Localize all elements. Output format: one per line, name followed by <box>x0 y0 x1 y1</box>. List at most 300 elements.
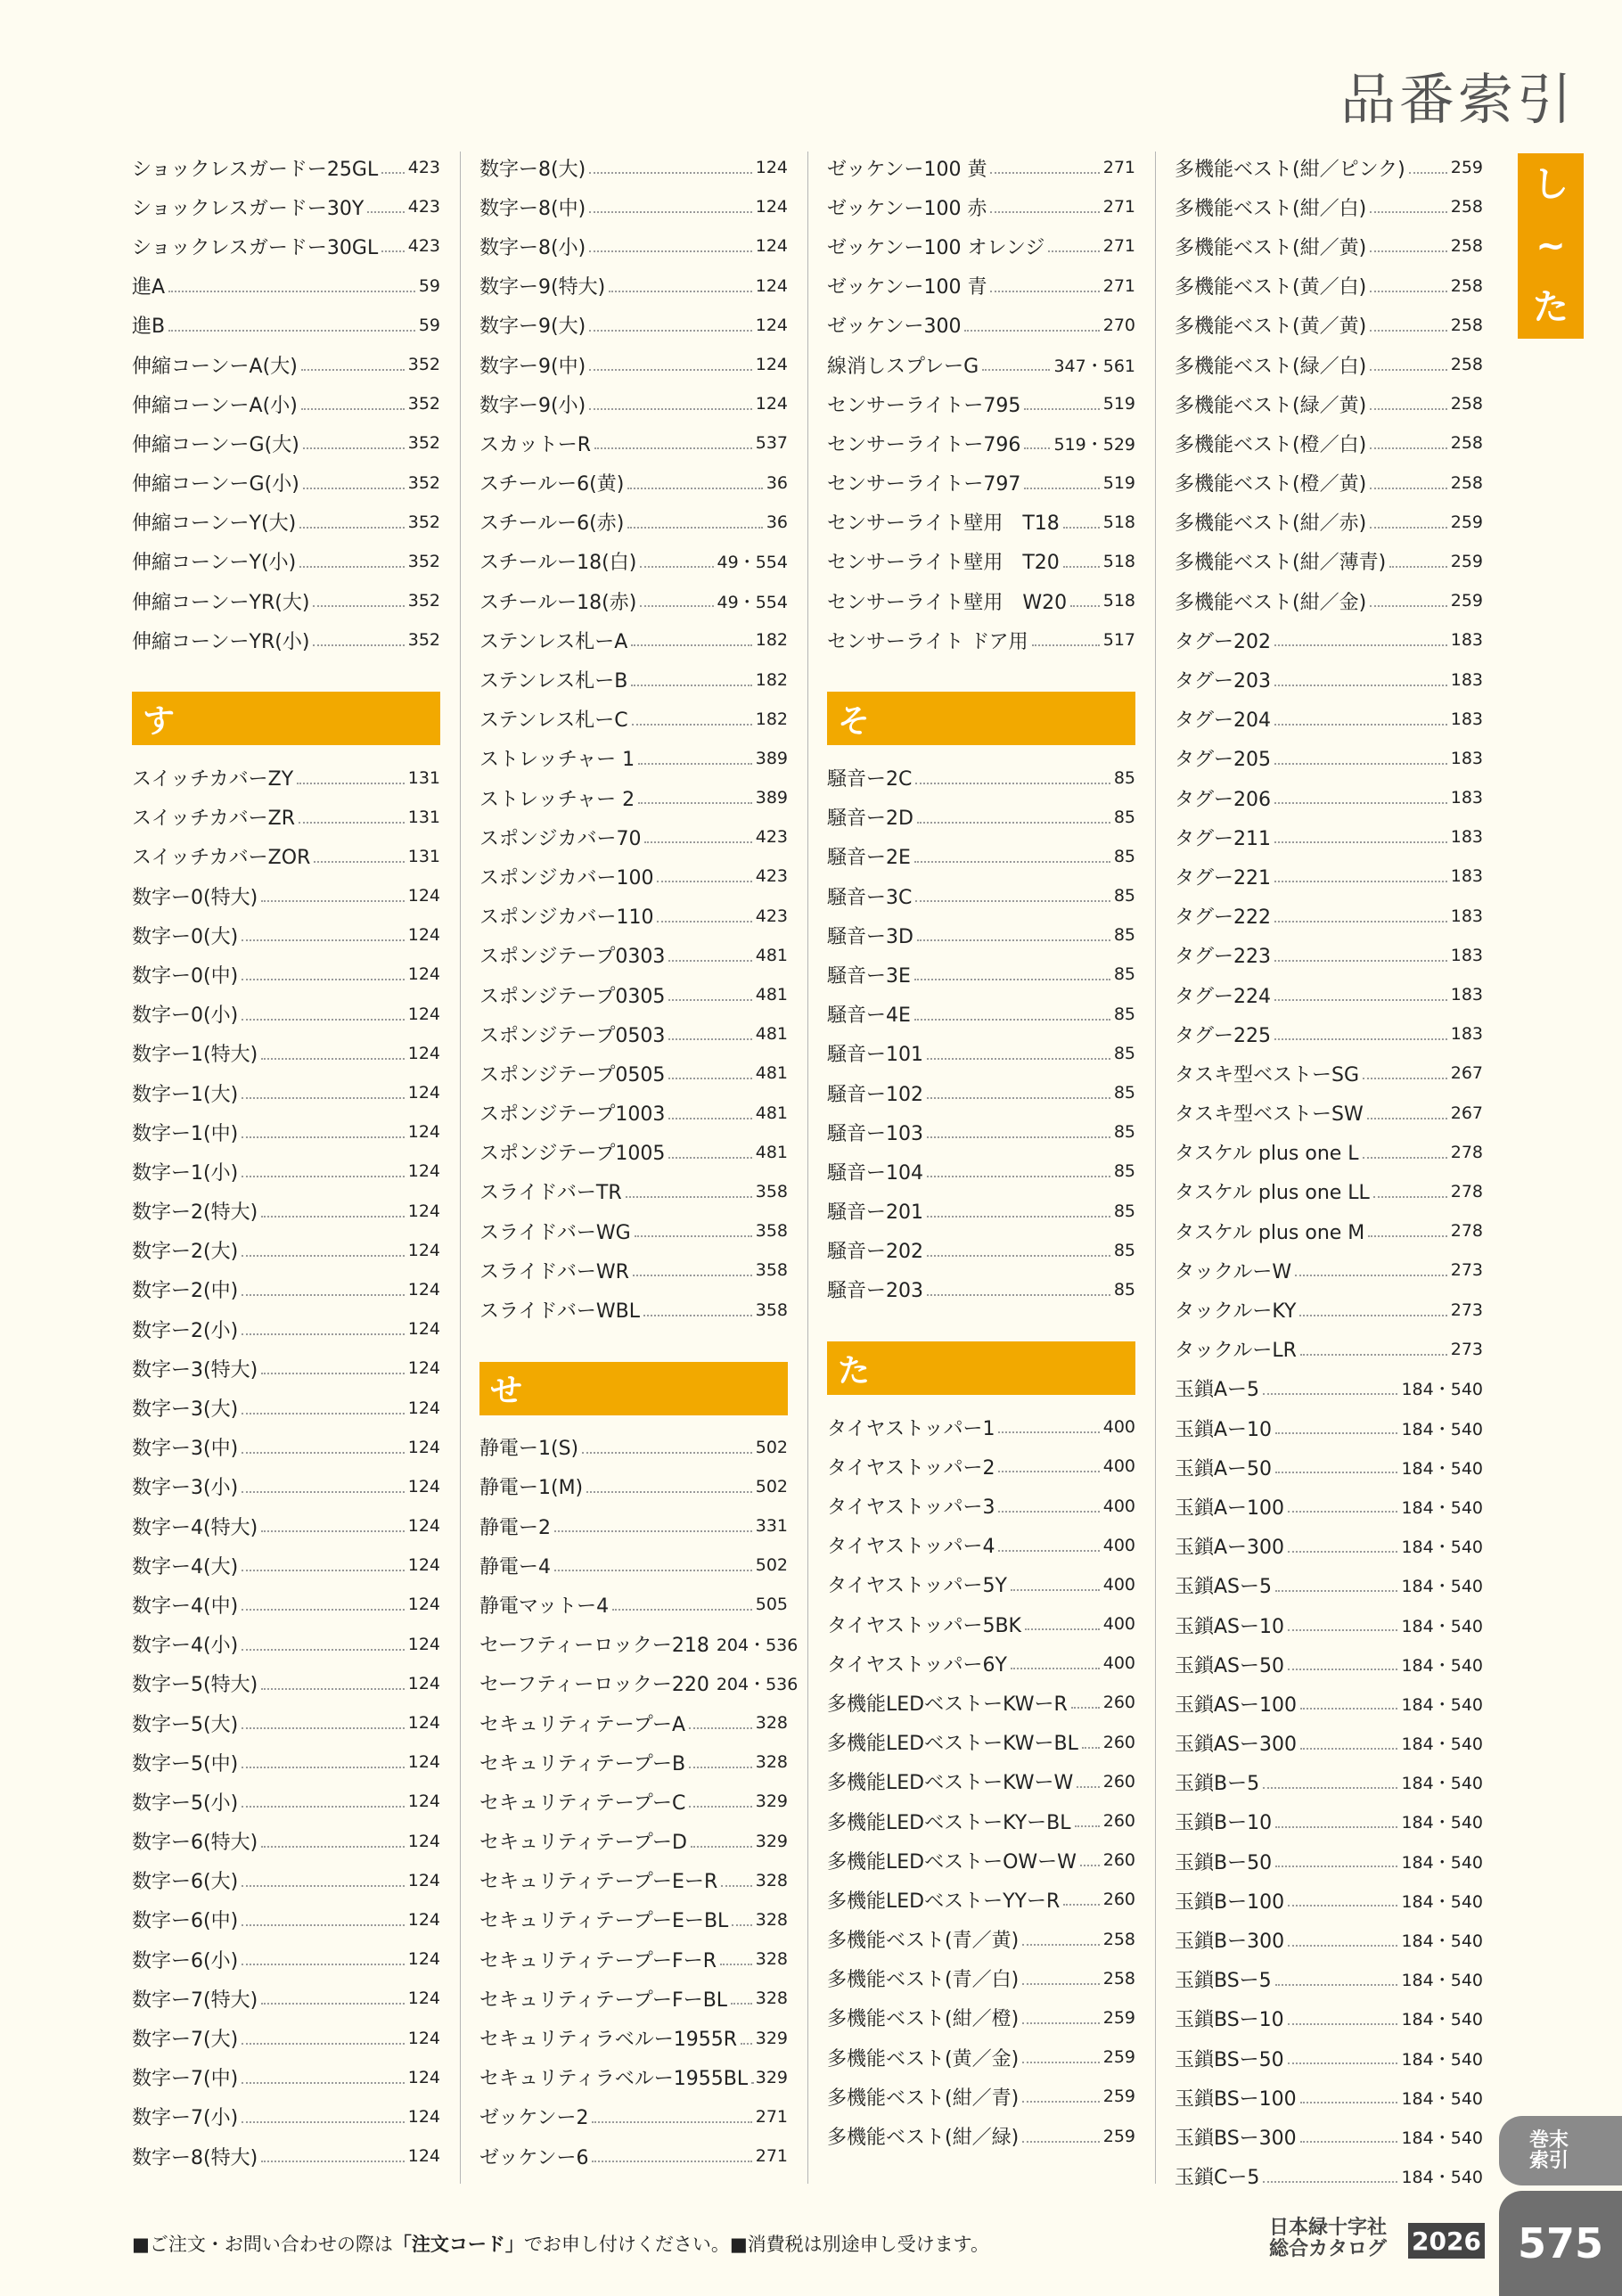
leader-dots <box>998 1471 1099 1472</box>
index-entry[interactable] <box>479 660 788 699</box>
index-entry[interactable] <box>827 1231 1135 1270</box>
index-entry[interactable] <box>132 1152 440 1191</box>
leader-dots <box>592 2121 751 2123</box>
index-entry[interactable] <box>1175 1447 1483 1487</box>
leader-dots <box>1363 1157 1447 1159</box>
entry-code: センサーライトー796 <box>827 433 1021 456</box>
index-entry[interactable] <box>827 2038 1135 2077</box>
entry-page: 358 <box>755 1181 788 1201</box>
index-entry[interactable] <box>132 1231 440 1270</box>
index-entry[interactable] <box>479 857 788 896</box>
entry-page: 183 <box>1450 630 1483 651</box>
index-entry[interactable] <box>479 1250 788 1290</box>
index-entry[interactable] <box>1175 463 1483 503</box>
entry-code: タグー223 <box>1175 946 1271 969</box>
entry-code: センサーライトー795 <box>827 394 1021 417</box>
index-entry[interactable] <box>1175 1290 1483 1329</box>
index-entry[interactable] <box>132 2136 440 2176</box>
index-entry[interactable] <box>827 876 1135 915</box>
entry-page: 85 <box>1113 1161 1135 1182</box>
index-entry[interactable] <box>827 1723 1135 1762</box>
index-entry[interactable] <box>132 581 440 620</box>
index-entry[interactable] <box>479 620 788 660</box>
index-entry[interactable] <box>1175 1802 1483 1841</box>
index-entry[interactable] <box>132 2058 440 2097</box>
index-entry[interactable] <box>1175 1014 1483 1054</box>
index-entry[interactable] <box>479 581 788 620</box>
index-entry[interactable] <box>132 1034 440 1073</box>
index-entry[interactable] <box>479 542 788 581</box>
index-entry[interactable] <box>479 306 788 345</box>
index-entry[interactable] <box>1175 266 1483 306</box>
index-entry[interactable] <box>827 1644 1135 1683</box>
kana-range-tab[interactable] <box>1518 153 1584 339</box>
index-entry[interactable] <box>132 798 440 837</box>
leader-dots <box>1022 2141 1100 2143</box>
index-entry[interactable] <box>1175 1960 1483 1999</box>
index-entry[interactable] <box>132 345 440 384</box>
entry-page: 400 <box>1102 1535 1135 1555</box>
entry-code: 多機能LEDベストーOWーW <box>827 1850 1077 1874</box>
index-entry[interactable] <box>827 148 1135 187</box>
index-entry[interactable] <box>827 620 1135 660</box>
index-entry[interactable] <box>827 1034 1135 1073</box>
entry-code: 騒音ー102 <box>827 1083 923 1106</box>
leader-dots <box>668 960 751 962</box>
index-entry[interactable] <box>827 1841 1135 1880</box>
index-entry[interactable] <box>1175 1133 1483 1172</box>
index-entry[interactable] <box>479 897 788 936</box>
index-entry[interactable] <box>132 1546 440 1585</box>
entry-code: 玉鎖BSー10 <box>1175 2009 1284 2032</box>
index-entry[interactable] <box>479 2058 788 2097</box>
index-entry[interactable] <box>479 1054 788 1093</box>
entry-code: 玉鎖Aー5 <box>1175 1379 1260 1402</box>
index-entry[interactable] <box>132 503 440 542</box>
index-entry[interactable] <box>479 1172 788 1211</box>
leader-dots <box>242 1806 405 1808</box>
index-entry[interactable] <box>1175 1211 1483 1250</box>
index-entry[interactable] <box>479 148 788 187</box>
leader-dots <box>1274 1038 1447 1040</box>
index-entry[interactable] <box>132 423 440 463</box>
index-entry[interactable] <box>1175 1841 1483 1881</box>
index-entry[interactable] <box>479 1979 788 2018</box>
index-entry[interactable] <box>1175 306 1483 345</box>
leader-dots <box>1275 1472 1397 1473</box>
index-entry[interactable] <box>479 1014 788 1054</box>
index-entry[interactable] <box>1175 700 1483 739</box>
index-entry[interactable] <box>479 1822 788 1861</box>
index-entry[interactable] <box>827 1407 1135 1447</box>
index-entry[interactable] <box>827 1801 1135 1841</box>
index-entry[interactable] <box>827 798 1135 837</box>
index-entry[interactable] <box>132 955 440 994</box>
index-entry[interactable] <box>479 817 788 857</box>
entry-code: 多機能LEDベストーKWーW <box>827 1772 1074 1795</box>
index-entry[interactable] <box>1175 1684 1483 1723</box>
index-entry[interactable] <box>479 226 788 266</box>
index-entry[interactable] <box>1175 581 1483 620</box>
index-entry[interactable] <box>1175 857 1483 896</box>
index-entry[interactable] <box>479 1211 788 1250</box>
index-entry[interactable] <box>827 384 1135 423</box>
index-entry[interactable] <box>132 1349 440 1388</box>
index-entry[interactable] <box>1175 1763 1483 1802</box>
entry-code: 騒音ー2E <box>827 847 911 870</box>
entry-page: 358 <box>755 1300 788 1320</box>
entry-page: 183 <box>1450 788 1483 808</box>
index-entry[interactable] <box>132 1309 440 1349</box>
index-entry[interactable] <box>479 266 788 306</box>
index-entry[interactable] <box>479 1290 788 1329</box>
index-entry[interactable] <box>1175 226 1483 266</box>
index-entry[interactable] <box>827 1683 1135 1722</box>
index-entry[interactable] <box>1175 936 1483 975</box>
index-entry[interactable] <box>1175 542 1483 581</box>
index-entry[interactable] <box>479 384 788 423</box>
index-entry[interactable] <box>827 1486 1135 1525</box>
entry-page: 352 <box>407 551 440 571</box>
footer-note-post: でお申し付けください。■消費税は別途申し受けます。 <box>523 2234 990 2255</box>
index-entry[interactable] <box>132 876 440 915</box>
index-entry[interactable] <box>827 1526 1135 1565</box>
index-entry[interactable] <box>827 503 1135 542</box>
index-entry[interactable] <box>1175 1250 1483 1290</box>
leader-dots <box>1263 1787 1397 1789</box>
leader-dots <box>242 1452 405 1454</box>
index-entry[interactable] <box>827 955 1135 994</box>
index-entry[interactable] <box>479 778 788 817</box>
index-entry[interactable] <box>827 915 1135 955</box>
entry-page: 184・540 <box>1401 1616 1483 1636</box>
column-divider <box>460 152 461 2184</box>
index-entry[interactable] <box>479 2136 788 2176</box>
index-entry[interactable] <box>1175 1094 1483 1133</box>
index-entry[interactable] <box>1175 817 1483 857</box>
leader-dots <box>1011 1668 1100 1669</box>
leader-dots <box>1274 802 1447 804</box>
index-entry[interactable] <box>132 542 440 581</box>
index-entry[interactable] <box>479 187 788 226</box>
index-entry[interactable] <box>132 1861 440 1900</box>
index-entry[interactable] <box>132 266 440 306</box>
leader-dots <box>1370 250 1447 252</box>
index-entry[interactable] <box>132 187 440 226</box>
index-tab[interactable] <box>1499 2116 1622 2185</box>
entry-code: 数字ー9(特大) <box>479 276 606 299</box>
index-entry[interactable] <box>479 1506 788 1546</box>
index-entry[interactable] <box>132 758 440 797</box>
index-entry[interactable] <box>132 1506 440 1546</box>
index-entry[interactable] <box>132 1192 440 1231</box>
index-entry[interactable] <box>132 1939 440 1979</box>
index-entry[interactable] <box>479 1625 799 1664</box>
index-entry[interactable] <box>132 2097 440 2136</box>
entry-page: 260 <box>1102 1771 1135 1792</box>
leader-dots <box>1075 1825 1100 1827</box>
index-entry[interactable] <box>132 1822 440 1861</box>
index-entry[interactable] <box>1175 1408 1483 1447</box>
index-entry[interactable] <box>132 306 440 345</box>
entry-page: 258 <box>1102 1968 1135 1988</box>
index-entry[interactable] <box>1175 187 1483 226</box>
index-entry[interactable] <box>1175 2078 1483 2117</box>
leader-dots <box>990 172 1099 174</box>
index-entry[interactable] <box>479 1546 788 1585</box>
index-entry[interactable] <box>827 1112 1135 1152</box>
index-entry[interactable] <box>827 1998 1135 2038</box>
index-entry[interactable] <box>132 148 440 187</box>
entry-code: 騒音ー103 <box>827 1122 923 1145</box>
index-entry[interactable] <box>132 915 440 955</box>
index-entry[interactable] <box>827 463 1135 503</box>
entry-page: 423 <box>407 236 440 257</box>
index-entry[interactable] <box>827 306 1135 345</box>
leader-dots <box>612 1609 752 1611</box>
index-entry[interactable] <box>827 2077 1135 2116</box>
index-entry[interactable] <box>827 1604 1135 1644</box>
entry-code: 数字ー1(大) <box>132 1083 239 1106</box>
index-entry[interactable] <box>132 1664 440 1703</box>
index-entry[interactable] <box>1175 1369 1483 1408</box>
entry-page: 124 <box>407 1043 440 1063</box>
index-entry[interactable] <box>1175 1487 1483 1526</box>
index-entry[interactable] <box>132 1585 440 1624</box>
index-entry[interactable] <box>132 2018 440 2057</box>
index-entry[interactable] <box>1175 2157 1483 2196</box>
index-column-3 <box>827 148 1135 2156</box>
entry-code: 伸縮コーンーYR(大) <box>132 591 310 614</box>
index-entry[interactable] <box>827 1270 1135 1309</box>
index-entry[interactable] <box>1175 2038 1483 2078</box>
index-entry[interactable] <box>827 1880 1135 1919</box>
index-entry[interactable] <box>132 1428 440 1467</box>
index-entry[interactable] <box>1175 1999 1483 2038</box>
index-entry[interactable] <box>827 758 1135 797</box>
entry-code: 多機能ベスト(橙／白) <box>1175 433 1367 456</box>
entry-page: 49・554 <box>717 592 788 612</box>
entry-page: 259 <box>1102 2126 1135 2146</box>
index-entry[interactable] <box>1175 1724 1483 1763</box>
index-entry[interactable] <box>827 226 1135 266</box>
entry-code: セキュリティテープーFーBL <box>479 1988 728 2012</box>
kana-tab-end: た <box>1533 287 1569 329</box>
index-entry[interactable] <box>479 975 788 1014</box>
leader-dots <box>594 447 752 449</box>
index-entry[interactable] <box>479 1467 788 1506</box>
leader-dots <box>1275 1984 1398 1986</box>
index-entry[interactable] <box>827 1073 1135 1112</box>
index-entry[interactable] <box>479 1428 788 1467</box>
entry-page: 271 <box>1102 236 1135 257</box>
leader-dots <box>998 1511 1099 1513</box>
index-entry[interactable] <box>479 1094 788 1133</box>
index-entry[interactable] <box>1175 1172 1483 1211</box>
leader-dots <box>638 802 752 804</box>
entry-code: タグー206 <box>1175 788 1271 811</box>
entry-page: 258 <box>1450 197 1483 217</box>
index-entry[interactable] <box>1175 739 1483 778</box>
index-entry[interactable] <box>479 1742 788 1782</box>
leader-dots <box>927 1255 1110 1257</box>
index-entry[interactable] <box>1175 1566 1483 1605</box>
index-entry[interactable] <box>132 1388 440 1427</box>
index-entry[interactable] <box>479 1861 788 1900</box>
index-entry[interactable] <box>132 1625 440 1664</box>
entry-page: 85 <box>1113 807 1135 827</box>
index-entry[interactable] <box>827 837 1135 876</box>
index-entry[interactable] <box>827 1959 1135 1998</box>
footer-note <box>132 2230 989 2257</box>
entry-page: 400 <box>1102 1417 1135 1438</box>
leader-dots <box>1275 1866 1397 1867</box>
leader-dots <box>1370 291 1447 292</box>
index-entry[interactable] <box>479 1939 788 1979</box>
index-entry[interactable] <box>132 1112 440 1152</box>
index-entry[interactable] <box>132 837 440 876</box>
index-entry[interactable] <box>827 1762 1135 1801</box>
index-entry[interactable] <box>1175 1330 1483 1369</box>
leader-dots <box>1022 2062 1100 2063</box>
index-entry[interactable] <box>132 1467 440 1506</box>
entry-code: スライドバーWG <box>479 1221 631 1244</box>
entry-page: 258 <box>1450 275 1483 296</box>
leader-dots <box>261 900 405 902</box>
index-entry[interactable] <box>827 2116 1135 2155</box>
index-entry[interactable] <box>1175 384 1483 423</box>
index-entry[interactable] <box>479 1585 788 1624</box>
entry-code: 多機能ベスト(紺／白) <box>1175 197 1367 220</box>
entry-code: ゼッケンー100 黄 <box>827 158 987 181</box>
index-entry[interactable] <box>132 226 440 266</box>
index-entry[interactable] <box>1175 345 1483 384</box>
entry-page: 331 <box>755 1516 788 1537</box>
index-entry[interactable] <box>132 463 440 503</box>
leader-dots <box>1288 2023 1398 2025</box>
index-entry[interactable] <box>1175 660 1483 699</box>
leader-dots <box>1274 644 1447 646</box>
index-entry[interactable] <box>132 1900 440 1939</box>
entry-code: 玉鎖ASー100 <box>1175 1693 1298 1717</box>
entry-code: スチールー18(赤) <box>479 591 637 614</box>
leader-dots <box>1288 1629 1397 1631</box>
index-entry[interactable] <box>479 463 788 503</box>
index-entry[interactable] <box>1175 975 1483 1014</box>
index-entry[interactable] <box>827 1565 1135 1604</box>
leader-dots <box>1022 2022 1100 2024</box>
index-entry[interactable] <box>1175 423 1483 463</box>
index-entry[interactable] <box>1175 1881 1483 1920</box>
leader-dots <box>998 1550 1099 1552</box>
entry-code: タスケル plus one M <box>1175 1221 1365 1244</box>
index-entry[interactable] <box>479 936 788 975</box>
leader-dots <box>1370 527 1447 529</box>
entry-page: 85 <box>1113 964 1135 985</box>
leader-dots <box>1367 1118 1447 1119</box>
index-entry[interactable] <box>827 581 1135 620</box>
entry-page: 258 <box>1450 472 1483 493</box>
index-entry[interactable] <box>479 1782 788 1821</box>
index-entry[interactable] <box>479 1133 788 1172</box>
index-entry[interactable] <box>827 995 1135 1034</box>
leader-dots <box>915 783 1110 784</box>
index-entry[interactable] <box>479 1664 799 1703</box>
index-entry[interactable] <box>479 1703 788 1742</box>
index-entry[interactable] <box>827 1447 1135 1486</box>
leader-dots <box>927 1136 1110 1138</box>
index-entry[interactable] <box>1175 620 1483 660</box>
index-entry[interactable] <box>132 620 440 660</box>
index-entry[interactable] <box>827 542 1135 581</box>
index-entry[interactable] <box>1175 2117 1483 2156</box>
index-entry[interactable] <box>132 1979 440 2018</box>
index-entry[interactable] <box>132 1703 440 1742</box>
leader-dots <box>554 1570 752 1571</box>
index-entry[interactable] <box>479 739 788 778</box>
entry-code: 数字ー5(大) <box>132 1713 239 1736</box>
entry-page: 258 <box>1102 1929 1135 1949</box>
index-entry[interactable] <box>479 423 788 463</box>
index-entry[interactable] <box>132 1270 440 1309</box>
index-entry[interactable] <box>1175 1920 1483 1959</box>
entry-page: 278 <box>1450 1221 1483 1242</box>
index-entry[interactable] <box>827 1920 1135 1959</box>
leader-dots <box>626 1196 752 1198</box>
index-entry[interactable] <box>132 995 440 1034</box>
entry-page: 260 <box>1102 1850 1135 1871</box>
index-entry[interactable] <box>479 2097 788 2136</box>
entry-page: 85 <box>1113 846 1135 866</box>
index-entry[interactable] <box>1175 148 1483 187</box>
index-entry[interactable] <box>1175 1054 1483 1093</box>
entry-code: スライドバーTR <box>479 1182 622 1205</box>
entry-code: スイッチカバーZY <box>132 768 294 791</box>
index-entry[interactable] <box>132 1742 440 1782</box>
index-entry[interactable] <box>132 1073 440 1112</box>
index-entry[interactable] <box>827 345 1135 384</box>
index-entry[interactable] <box>479 1900 788 1939</box>
index-entry[interactable] <box>479 700 788 739</box>
index-entry[interactable] <box>827 1192 1135 1231</box>
entry-code: ショックレスガードー30GL <box>132 236 379 259</box>
index-entry[interactable] <box>1175 897 1483 936</box>
index-entry[interactable] <box>1175 1527 1483 1566</box>
index-entry[interactable] <box>1175 778 1483 817</box>
leader-dots <box>242 1964 405 1965</box>
index-entry[interactable] <box>1175 1644 1483 1684</box>
entry-code: 騒音ー202 <box>827 1241 923 1264</box>
entry-code: スポンジテープ0505 <box>479 1063 666 1086</box>
index-entry[interactable] <box>827 423 1135 463</box>
index-entry[interactable] <box>132 1782 440 1821</box>
index-entry[interactable] <box>479 2018 788 2057</box>
entry-code: 玉鎖BSー100 <box>1175 2087 1297 2111</box>
index-entry[interactable] <box>827 187 1135 226</box>
leader-dots <box>1288 1945 1397 1947</box>
footer-note-emphasis: 「注文コード」 <box>392 2234 524 2255</box>
index-entry[interactable] <box>827 1152 1135 1191</box>
entry-code: 伸縮コーンーYR(小) <box>132 630 310 653</box>
index-entry[interactable] <box>827 266 1135 306</box>
index-entry[interactable] <box>479 503 788 542</box>
entry-code: ショックレスガードー25GL <box>132 158 379 181</box>
index-entry[interactable] <box>1175 1605 1483 1644</box>
leader-dots <box>589 408 752 410</box>
index-entry[interactable] <box>132 384 440 423</box>
index-entry[interactable] <box>479 345 788 384</box>
index-entry[interactable] <box>1175 503 1483 542</box>
